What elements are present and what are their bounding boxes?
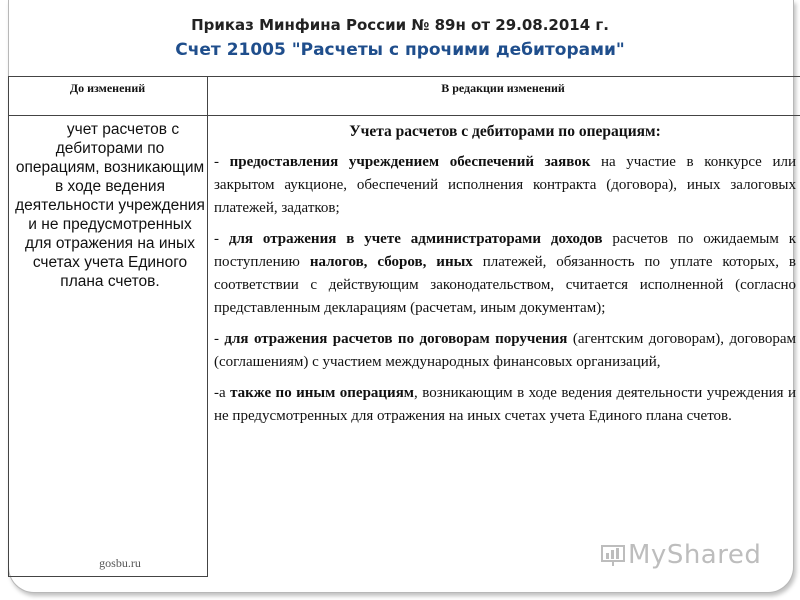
order-title: Приказ Минфина России № 89н от 29.08.2014 г.: [191, 16, 609, 34]
source-label: gosbu.ru: [99, 556, 141, 570]
column-header-after: В редакции изменений: [441, 81, 565, 95]
after-cell: [214, 120, 796, 436]
account-title: Счет 21005 "Расчеты с прочими дебиторами": [175, 40, 625, 60]
table-header-divider: [8, 115, 800, 116]
table-left-border: [8, 76, 9, 576]
after-item-1: - предоставления учреждением обеспечений заявок на участие в конкурсе или закрытом аукционе, обеспечений исполнения контракта (договора), иных залоговых платежей, задатков;: [214, 154, 796, 216]
before-text: учет расчетов с дебиторами по операциям, возникающим в ходе ведения деятельности учреждения и не предусмотренных для отражения на иных счетах учета Единого плана счетов.: [15, 121, 205, 290]
before-cell-text: [14, 120, 206, 291]
after-item-2: - для отражения в учете администраторами доходов расчетов по ожидаемым к поступлению налогов, сборов, иных платежей, обязанность по уплате которых, в соответствии с действующим законодательством, считается исполненной (согласно представленным декларациям (расчетам, иным документам);: [214, 231, 796, 316]
after-heading: Учета расчетов с дебиторами по операциям:: [349, 123, 661, 140]
presentation-icon: [600, 543, 626, 569]
watermark-text: MyShared: [628, 540, 762, 570]
after-item-4: -а также по иным операциям, возникающим в ходе ведения деятельности учреждения и не предусмотренных для отражения на иных счетах учета Единого плана счетов.: [214, 385, 797, 424]
table-top-border: [8, 76, 800, 77]
column-header-before: До изменений: [69, 81, 146, 95]
after-item-3: - для отражения расчетов по договорам поручения (агентским договорам), договорам (соглашениям) с участием международных финансовых организаций,: [214, 331, 796, 370]
watermark: [600, 540, 761, 580]
table-bottom-border: [8, 576, 208, 577]
slide-header: [0, 0, 800, 72]
table-column-divider: [207, 76, 208, 576]
